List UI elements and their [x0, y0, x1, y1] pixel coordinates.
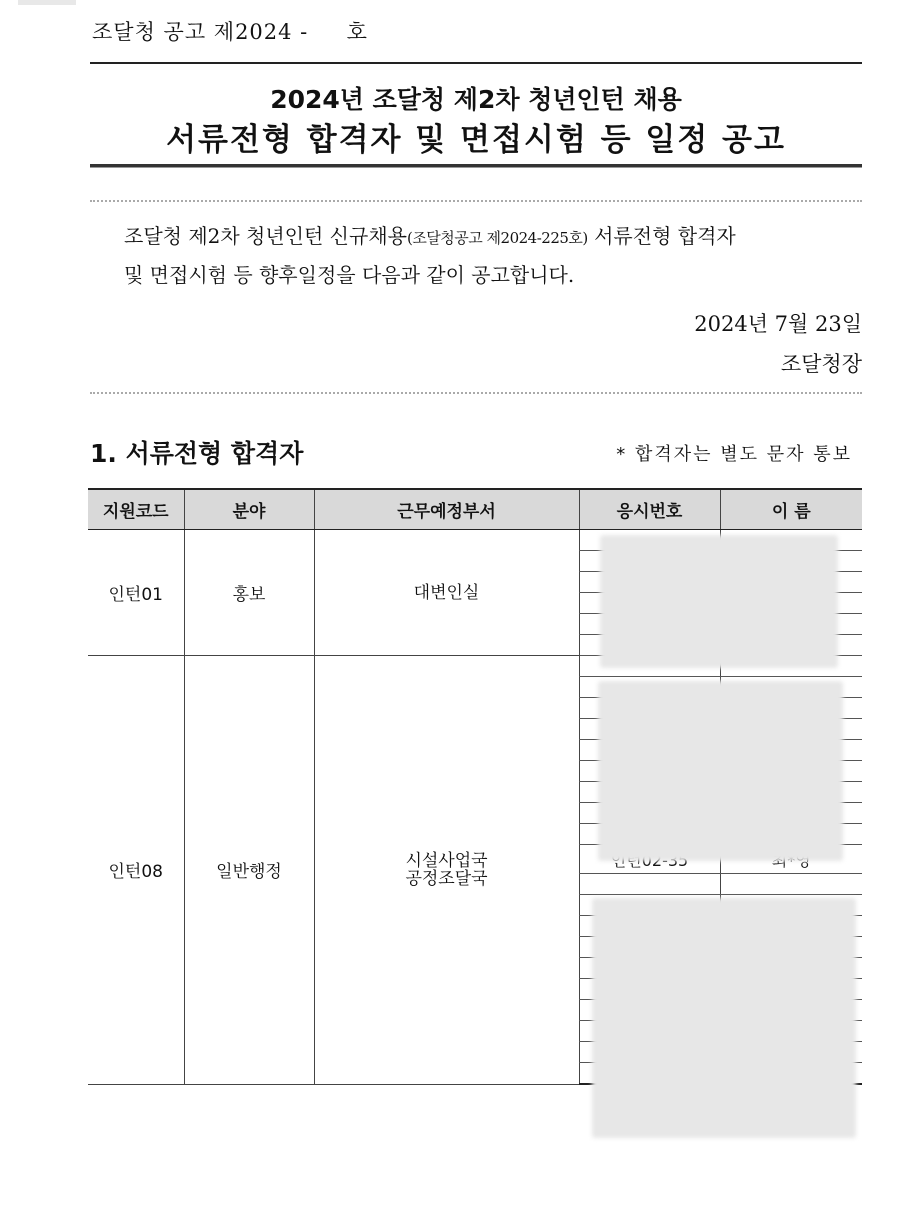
redaction-block: [598, 681, 843, 861]
body-text-main: 조달청 제2차 청년인턴 신규채용: [124, 224, 407, 248]
body-text-line2: 및 면접시험 등 향후일정을 다음과 같이 공고합니다.: [124, 263, 575, 287]
redaction-block: [592, 898, 856, 1138]
redaction-block: [600, 535, 838, 668]
header-field: 분야: [184, 489, 314, 530]
cell-name: [720, 874, 862, 895]
notice-date: 2024년 7월 23일: [694, 312, 862, 336]
body-text-tail: 서류전형 합격자: [587, 224, 736, 248]
header-dept: 근무예정부서: [314, 489, 579, 530]
header-name: 이 름: [720, 489, 862, 530]
section-heading: 1. 서류전형 합격자: [90, 439, 304, 468]
issuer: 조달청장: [780, 352, 862, 376]
cell-dept: 시설사업국 공정조달국: [314, 656, 579, 1085]
title-line1: 2024년 조달청 제2차 청년인턴 채용: [270, 85, 682, 114]
cell-code: 인턴01: [88, 530, 184, 656]
notice-number: 조달청 공고 제2024 - 호: [92, 20, 368, 44]
title-line2: 서류전형 합격자 및 면접시험 등 일정 공고: [166, 122, 786, 158]
body-text-ref: (조달청공고 제2024-225호): [406, 229, 588, 247]
body-paragraph: [124, 218, 864, 294]
top-rule: [90, 62, 862, 64]
dotted-divider: [90, 200, 862, 202]
cell-field: 홍보: [184, 530, 314, 656]
page-tab-corner: [18, 0, 76, 5]
header-number: 응시번호: [579, 489, 720, 530]
cell-code: 인턴08: [88, 656, 184, 1085]
cell-dept: 대변인실: [314, 530, 579, 656]
cell-number: [579, 874, 720, 895]
dotted-divider: [90, 392, 862, 394]
cell-field: 일반행정: [184, 656, 314, 1085]
title-rule: [90, 164, 862, 168]
header-code: 지원코드: [88, 489, 184, 530]
section-note: * 합격자는 별도 문자 통보: [616, 444, 852, 465]
